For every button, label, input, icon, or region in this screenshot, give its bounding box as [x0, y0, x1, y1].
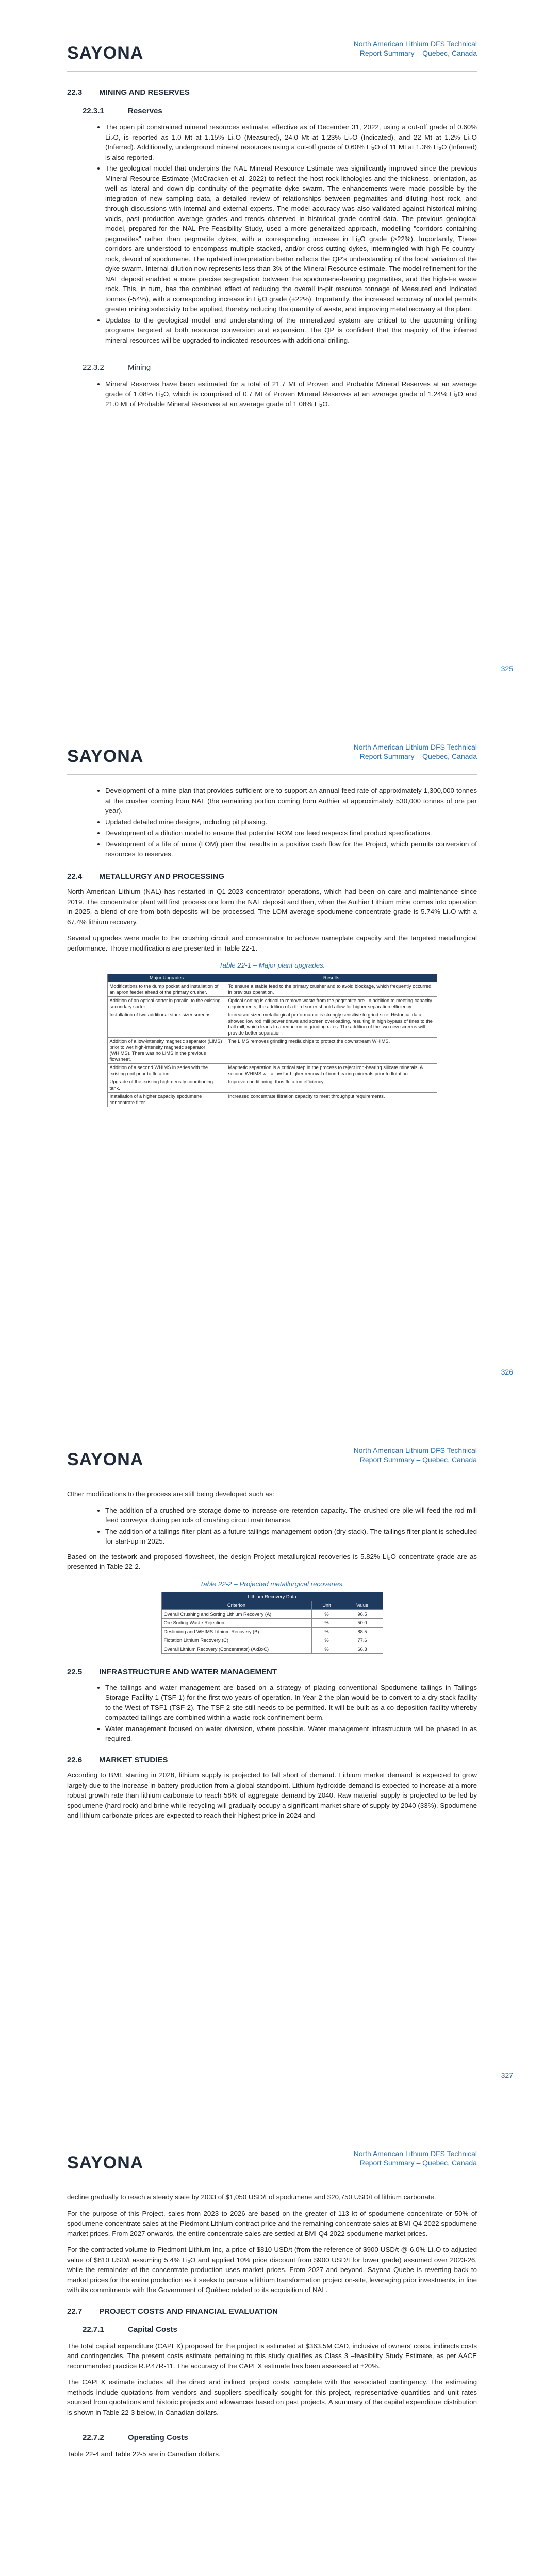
- paragraph: The total capital expenditure (CAPEX) proposed for the project is estimated at $363.5M CAD, inclusive of owners' costs, indirects costs and contingencies. The present costs estimate pertaining to this study qualifies as Class 3 –feasibility Study Estimate, as per AACE recommended practice R.P.47R-11. The accuracy of the CAPEX estimate has been assessed at ±20%.: [67, 2342, 477, 2370]
- column-header: Criterion: [161, 1601, 311, 1610]
- subsection-heading: 22.7.2 Operating Costs: [83, 2433, 188, 2442]
- sayona-logo: SAYONA: [67, 43, 144, 63]
- header-title: North American Lithium DFS Technical Report Summary – Quebec, Canada: [353, 40, 477, 57]
- table-cell: %: [311, 1619, 342, 1628]
- page-content: [67, 82, 477, 414]
- list-item: • The geological model that underpins the NAL Mineral Resource Estimate was significantly improved since the previous Mineral Resource Estimate (McCracken et al, 2022) to reflect the host rock lithologies and the thickness, orientation, as well as lateral and down-dip continuity of the pegmatite dyke swarm. The enhancements were made possible by the integration of new sampling data, a detailed review of relationships between pegmatites and diluting host rock, and through discussions with internal and external experts. The model accuracy was also validated against historical mining voids, past production average grades and trends observed in historical grade control data. The previous geological model, prepared for the NAL Pre-Feasibility Study, used a more generalized approach, modelling "corridors containing pegmatites" rather than pegmatite dykes, with a corresponding increase in Li₂O grade (>22%). Importantly, These corridors are understood to encompass multiple stacked, and/or cross-cutting dykes, intermingled with high-Fe country-rock, devoid of spodumene. The updated interpretation better reflects the QP's understanding of the local variation of the dyke swarm. Internal dilution now represents less than 3% of the Mineral Resource estimate. The model refinement for the NAL deposit enabled a more precise segregation between the spodumene-bearing pegmatites, and the high-Fe waste rock. This, in turn, has the combined effect of reducing the overall in-pit resource tonnage of Measured and Indicated tonnes (-54%), with a corresponding increase in Li₂O grade (+22%). Importantly, the increased accuracy of model permits greater mining selectivity to be applied, thereby reducing the quantity of waste, and improving metal recovery at the plant.: [105, 163, 477, 314]
- header-title: North American Lithium DFS Technical Report Summary – Quebec, Canada: [353, 1446, 477, 1464]
- subsection-heading: 22.7.1 Capital Costs: [83, 2325, 177, 2334]
- table-row: [161, 1628, 383, 1636]
- page-327: [0, 1406, 544, 2110]
- paragraph: Table 22-4 and Table 22-5 are in Canadian dollars.: [67, 2450, 221, 2458]
- page-content: [67, 1489, 477, 1827]
- table-row: [107, 997, 437, 1011]
- table-cell: Addition of a low-intensity magnetic separator (LIMS) prior to wet high-intensity magnetic separator (WHIMS). There was no LIMS in the previous flowsheet.: [107, 1038, 226, 1064]
- list-item: • Updated detailed mine designs, including pit phasing.: [105, 817, 477, 827]
- table-cell: Magnetic separation is a critical step in the process to reject iron-bearing silicate minerals. A second WHIMS will allow for higher removal of iron-bearing minerals prior to flotation.: [226, 1064, 437, 1078]
- plant-upgrades-table: [107, 974, 437, 1108]
- table-row: [107, 1093, 437, 1107]
- table-title: Lithium Recovery Data: [161, 1592, 383, 1601]
- table-row: [107, 982, 437, 997]
- table-cell: 77.6: [342, 1636, 383, 1645]
- list-item: • Development of a dilution model to ensure that potential ROM ore feed respects final product specifications.: [105, 828, 477, 838]
- list-item: • The addition of a tailings filter plant as a future tailings management option (dry stack). The tailings filter plant is scheduled for start-up in 2025.: [105, 1527, 477, 1547]
- header-title: North American Lithium DFS Technical Report Summary – Quebec, Canada: [353, 2149, 477, 2167]
- sayona-logo: SAYONA: [67, 2153, 144, 2173]
- table-cell: The LIMS removes grinding media chips to protect the downstream WHIMS.: [226, 1038, 437, 1064]
- paragraph: According to BMI, starting in 2028, lithium supply is projected to fall short of demand. Lithium market demand is expected to grow largely due to the increase in battery production from a global standpoint. Lithium hydroxide demand is expected to increase at a more robust growth rate than lithium carbonate to reach 58% of aggregate demand by 2040. Raw material supply is projected to be led by spodumene (hard-rock) and brine while recycling will gradually occupy a significant market share of supply by 2040 (33%). Spodumene and lithium carbonate prices are expected to reach their highest price in 2024 and: [67, 1771, 477, 1819]
- paragraph: Other modifications to the process are still being developed such as:: [67, 1490, 275, 1498]
- table-row: [161, 1619, 383, 1628]
- bullet-list: [67, 786, 477, 859]
- list-item: • The addition of a crushed ore storage dome to increase ore retention capacity. The crushed ore pile will feed the rod mill feed conveyor during periods of crushing circuit maintenance.: [105, 1505, 477, 1526]
- list-item: • Development of a life of mine (LOM) plan that results in a positive cash flow for the Project, which permits conversion of resources to reserves.: [105, 839, 477, 859]
- page-header: [67, 39, 477, 70]
- table-cell: Addition of an optical sorter in parallel to the existing secondary sorter.: [107, 997, 226, 1011]
- page-header: [67, 742, 477, 773]
- table-row: [107, 1078, 437, 1093]
- table-cell: To ensure a stable feed to the primary crusher and to avoid blockage, which frequently occurred in previous operation.: [226, 982, 437, 997]
- sayona-logo: SAYONA: [67, 1450, 144, 1469]
- table-cell: Overall Crushing and Sorting Lithium Recovery (A): [161, 1610, 311, 1619]
- table-cell: Increased sized metallurgical performance is strongly sensitive to grind size. Historical data showed low rod mill power draws and screen overloading, resulting in high bypass of fines to the ball mill, which leads to a reduction in grinding rates. The addition of the two new screens will provide better separation.: [226, 1011, 437, 1038]
- bullet-list: [67, 379, 477, 410]
- table-cell: Installation of two additional stack sizer screens.: [107, 1011, 226, 1038]
- page-header: [67, 1446, 477, 1477]
- paragraph: North American Lithium (NAL) has restarted in Q1-2023 concentrator operations, which had been on care and maintenance since 2019. The concentrator plant will first process ore form the NAL deposit and then, when the Authier Lithium mine comes into operation in 2025, a blend of ore from both deposits will be processed. The LOM average spodumene concentrate grade is 5.74% Li₂O with a 67.4% lithium recovery.: [67, 888, 477, 926]
- paragraph: Several upgrades were made to the crushing circuit and concentrator to achieve nameplate capacity and the targeted metallurgical performance. Those modifications are presented in Table 22-1.: [67, 934, 477, 952]
- bullet-list: [67, 1683, 477, 1744]
- bullet-list: [67, 122, 477, 345]
- header-title: North American Lithium DFS Technical Report Summary – Quebec, Canada: [353, 743, 477, 760]
- table-cell: Upgrade of the existing high-density conditioning tank.: [107, 1078, 226, 1093]
- page-content: [67, 2192, 477, 2465]
- table-row: [161, 1610, 383, 1619]
- table-cell: Installation of a higher capacity spodumene concentrate filter.: [107, 1093, 226, 1107]
- paragraph: The CAPEX estimate includes all the direct and indirect project costs, complete with the associated contingency. The estimating methods include quotations from vendors and suppliers specifically sought for this project, representative quantities and unit rates sourced from quotations and historic projects and allowances based on past projects. A summary of the capital expenditure distribution is shown in Table 22-3 below, in Canadian dollars.: [67, 2378, 477, 2416]
- paragraph: decline gradually to reach a steady state by 2033 of $1,050 USD/t of spodumene and $20,750 USD/t of lithium carbonate.: [67, 2193, 436, 2201]
- table-caption: Table 22-2 – Projected metallurgical recoveries.: [200, 1580, 344, 1588]
- list-item: • Water management focused on water diversion, where possible. Water management infrastructure will be phased in as required.: [105, 1724, 477, 1744]
- table-cell: 96.5: [342, 1610, 383, 1619]
- list-item: • Updates to the geological model and understanding of the mineralized system are critical to the upcoming drilling programs targeted at both resource conversion and expansion. The QP is confident that the majority of the inferred mineral resources will be upgraded to indicated resources with additional drilling.: [105, 315, 477, 346]
- recovery-table: [161, 1592, 383, 1654]
- section-heading: 22.6 MARKET STUDIES: [67, 1755, 168, 1765]
- column-header: Major Upgrades: [107, 974, 226, 982]
- table-cell: Overall Lithium Recovery (Concentrator) (AxBxC): [161, 1645, 311, 1654]
- section-heading: 22.7 PROJECT COSTS AND FINANCIAL EVALUATION: [67, 2307, 278, 2316]
- table-cell: Increased concentrate filtration capacity to meet throughput requirements.: [226, 1093, 437, 1107]
- page-328: [0, 2110, 544, 2576]
- page-header: [67, 2149, 477, 2180]
- table-row: [107, 1064, 437, 1078]
- column-header: Unit: [311, 1601, 342, 1610]
- sayona-logo: SAYONA: [67, 747, 144, 766]
- header-divider: [67, 71, 477, 72]
- table-cell: Modifications to the dump pocket and installation of an apron feeder ahead of the primary crusher.: [107, 982, 226, 997]
- header-divider: [67, 774, 477, 775]
- list-item: • Development of a mine plan that provides sufficient ore to support an annual feed rate of approximately 1,300,000 tonnes at the crusher coming from NAL (the remaining portion coming from Authier at approximately 530,000 tonnes of ore per year).: [105, 786, 477, 816]
- page-content: [67, 786, 477, 1107]
- page-number: 326: [501, 1368, 513, 1376]
- section-heading: 22.5 INFRASTRUCTURE AND WATER MANAGEMENT: [67, 1668, 277, 1676]
- table-cell: Deslimiing and WHIMS Lithium Recovery (B): [161, 1628, 311, 1636]
- page-number: 327: [501, 2071, 513, 2079]
- column-header: Value: [342, 1601, 383, 1610]
- table-cell: Ore Sorting Waste Rejection: [161, 1619, 311, 1628]
- list-item: • The tailings and water management are based on a strategy of placing conventional Spodumene tailings in Tailings Storage Facility 1 (TSF-1) for the first two years of operation. In Year 2 the plan would be to convert to a dry stack facility to the West of TSF1 (TSF-2). The TSF-2 site still needs to be permitted. It will be built as a co-deposition facility whereby compacted tailings are combined within a waste rock confinement berm.: [105, 1683, 477, 1723]
- table-cell: Addition of a second WHIMS in series with the existing unit prior to flotation.: [107, 1064, 226, 1078]
- table-cell: Improve conditioning, thus flotation efficiency.: [226, 1078, 437, 1093]
- table-row: [161, 1645, 383, 1654]
- table-cell: %: [311, 1636, 342, 1645]
- paragraph: Based on the testwork and proposed flowsheet, the design Project metallurgical recoveries is 5.82% Li₂O concentrate grade are as presented in Table 22-2.: [67, 1552, 477, 1570]
- table-cell: Flotation Lithium Recovery (C): [161, 1636, 311, 1645]
- column-header: Results: [226, 974, 437, 982]
- page-326: [0, 703, 544, 1406]
- table-caption: Table 22-1 – Major plant upgrades.: [219, 961, 325, 969]
- table-cell: %: [311, 1610, 342, 1619]
- subsection-heading: 22.3.1 Reserves: [83, 106, 162, 115]
- table-row: [107, 1011, 437, 1038]
- list-item: • Mineral Reserves have been estimated for a total of 21.7 Mt of Proven and Probable Mineral Reserves at an average grade of 1.08% Li₂O, which is comprised of 0.7 Mt of Proven Mineral Reserves at an average grade of 1.24% Li₂O and 21.0 Mt of Probable Mineral Reserves at an average grade of 1.08% Li₂O.: [105, 379, 477, 410]
- table-cell: %: [311, 1628, 342, 1636]
- subsection-heading: 22.3.2 Mining: [83, 363, 151, 372]
- paragraph: For the contracted volume to Piedmont Lithium Inc, a price of $810 USD/t (from the reference of $900 USD/t @ 6.0% Li₂O to adjusted value of $810 USD/t assuming 5.4% Li₂O and applied 10% price discount from $900 USD/t for lower grade) assumed over 2023-26, while the remainder of the concentrate production uses market prices. From 2027 and beyond, Sayona Quebe is reverting back to market prices for the entire production as it seeks to pursue a lithium transformation project on-site, leveraging prior investments, in line with its commitments with the Government of Québec related to its acquisition of NAL.: [67, 2246, 477, 2294]
- section-heading: 22.4 METALLURGY AND PROCESSING: [67, 872, 225, 881]
- paragraph: For the purpose of this Project, sales from 2023 to 2026 are based on the greater of 113 kt of spodumene concentrate or 50% of spodumene concentrate sales at the Piedmont Lithium contract price and the remaining concentrate sales at BMI Q4 2022 spodumene market prices. From 2027 onwards, the entire concentrate sales are settled at BMI Q4 2022 spodumene market prices.: [67, 2209, 477, 2238]
- table-row: [161, 1636, 383, 1645]
- page-325: [0, 0, 544, 703]
- table-row: [107, 1038, 437, 1064]
- table-cell: %: [311, 1645, 342, 1654]
- table-cell: 50.0: [342, 1619, 383, 1628]
- section-heading: 22.3 MINING AND RESERVES: [67, 88, 190, 97]
- list-item: • The open pit constrained mineral resources estimate, effective as of December 31, 2022, using a cut-off grade of 0.60% Li₂O, is reported as 1.0 Mt at 1.15% Li₂O (Measured), 24.0 Mt at 1.23% Li₂O (Indicated), and 22 Mt at 1.2% Li₂O (Inferred). Additionally, underground mineral resources using a cut-off grade of 0.60% Li₂O of 11 Mt at 1.3% Li₂O (Inferred) is also reported.: [105, 122, 477, 162]
- table-cell: Optical sorting is critical to remove waste from the pegmatite ore. In addition to meeting capacity requirements, the addition of a third sorter should allow for higher separation efficiency.: [226, 997, 437, 1011]
- table-cell: 88.5: [342, 1628, 383, 1636]
- bullet-list: [67, 1505, 477, 1547]
- table-cell: 66.3: [342, 1645, 383, 1654]
- page-number: 325: [501, 665, 513, 673]
